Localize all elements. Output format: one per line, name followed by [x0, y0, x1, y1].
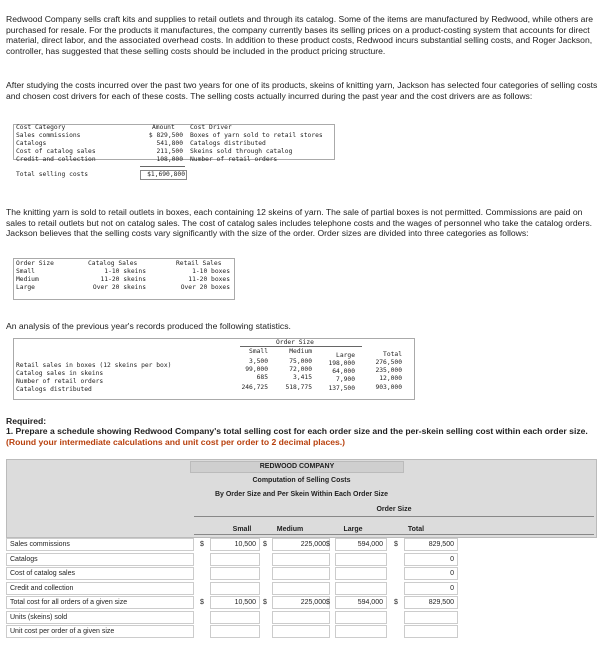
- order-size-header: Order Size: [16, 260, 54, 267]
- dollar-sign: $: [394, 541, 398, 548]
- rounding-note: (Round your intermediate calculations and unit cost per order to 2 decimal places.): [6, 436, 346, 447]
- schedule-row-label: Unit cost per order of a given size: [6, 625, 194, 638]
- size-name: Small: [16, 268, 35, 275]
- schedule-cell-input[interactable]: 0: [404, 582, 458, 595]
- col-medium: Medium: [289, 348, 312, 355]
- stat-value: 903,000: [375, 384, 402, 391]
- schedule-cell-input[interactable]: [335, 553, 387, 566]
- catalog-sales-header: Catalog Sales: [88, 260, 138, 267]
- schedule-title-computation: Computation of Selling Costs: [252, 477, 351, 484]
- catalog-range: Over 20 skeins: [92, 284, 146, 291]
- schedule-cell-input[interactable]: 225,000: [272, 538, 330, 551]
- required-heading: Required:: [6, 416, 47, 426]
- amount: 108,000: [156, 156, 183, 163]
- size-name: Medium: [16, 276, 39, 283]
- dollar-sign: $: [200, 599, 204, 606]
- schedule-cell-input[interactable]: 225,000: [272, 596, 330, 609]
- dollar-sign: $: [326, 599, 330, 606]
- schedule-cell-input[interactable]: [210, 611, 260, 624]
- retail-sales-header: Retail Sales: [176, 260, 222, 267]
- stat-label: Catalog sales in skeins: [16, 370, 104, 377]
- stat-value: 235,000: [375, 367, 402, 374]
- stat-value: 518,775: [285, 384, 312, 391]
- amount: 211,500: [156, 148, 183, 155]
- schedule-cell-input[interactable]: [210, 567, 260, 580]
- schedule-cell-input[interactable]: [335, 611, 387, 624]
- schedule-title-subtitle: By Order Size and Per Skein Within Each Order Size: [214, 491, 389, 498]
- col-small: Small: [249, 348, 268, 355]
- stat-label: Number of retail orders: [16, 378, 104, 385]
- stat-value: 276,500: [375, 359, 402, 366]
- schedule-row-label: Units (skeins) sold: [6, 611, 194, 624]
- schedule-cell-input[interactable]: [335, 625, 387, 638]
- schedule-cell-input[interactable]: 0: [404, 553, 458, 566]
- schedule-cell-input[interactable]: [404, 625, 458, 638]
- col-total: Total: [383, 351, 402, 358]
- schedule-col-total: Total: [407, 526, 425, 533]
- stat-value: 3,415: [293, 374, 312, 381]
- retail-range: 1-10 boxes: [192, 268, 230, 275]
- schedule-cell-input[interactable]: [335, 582, 387, 595]
- schedule-row-label: Cost of catalog sales: [6, 567, 194, 580]
- schedule-cell-input[interactable]: [272, 625, 330, 638]
- cost-category-header: Cost Category: [16, 124, 66, 131]
- cost-drivers-paragraph: After studying the costs incurred over the past two years for one of its products, skeins of knitting yarn, Jackson has selected four categories of selling costs and chosen cost drivers for each of these costs. The selling costs actually incurred during the past year and the cost drivers are as follows:: [6, 80, 598, 101]
- cost-category: Catalogs: [16, 140, 47, 147]
- size-name: Large: [16, 284, 35, 291]
- cost-category: Credit and collection: [16, 156, 96, 163]
- schedule-cell-input[interactable]: [272, 553, 330, 566]
- schedule-cell-input[interactable]: [272, 611, 330, 624]
- intro-paragraph: Redwood Company sells craft kits and supplies to retail outlets and through its catalog. Some of the items are manufactured by Redwood, while others are purchased for resale. For the products it manufactures, the company currently bases its selling prices on a product-costing system that accounts for direct material, direct labor, and the associated overhead costs. In addition to these product costs, Redwood incurs substantial selling costs, and Roger Jackson, controller, has suggested that these selling costs should be included in the product pricing structure.: [6, 14, 594, 56]
- amount-header: Amount: [152, 124, 175, 131]
- schedule-col-small: Small: [232, 526, 252, 533]
- stat-value: 64,000: [332, 368, 355, 375]
- dollar-sign: $: [263, 541, 267, 548]
- schedule-col-large: Large: [343, 526, 363, 533]
- stat-label: Retail sales in boxes (12 skeins per box): [16, 362, 172, 369]
- required-text: [6, 426, 600, 447]
- stat-value: 137,500: [328, 385, 355, 392]
- schedule-cell-input[interactable]: [272, 582, 330, 595]
- cost-driver: Boxes of yarn sold to retail stores: [190, 132, 323, 139]
- schedule-order-size-group: Order Size: [376, 506, 412, 513]
- total-label: Total selling costs: [16, 171, 89, 178]
- stat-value: 72,000: [289, 366, 312, 373]
- total-amount: $1,690,800: [140, 170, 187, 180]
- stat-value: 7,900: [336, 376, 355, 383]
- dollar-sign: $: [326, 541, 330, 548]
- schedule-cell-input[interactable]: 10,500: [210, 538, 260, 551]
- schedule-row-label: Sales commissions: [6, 538, 194, 551]
- stat-value: 685: [256, 374, 268, 381]
- retail-range: 11-20 boxes: [188, 276, 230, 283]
- schedule-row-label: Credit and collection: [6, 582, 194, 595]
- catalog-range: 1-10 skeins: [104, 268, 146, 275]
- schedule-cell-input[interactable]: 10,500: [210, 596, 260, 609]
- col-large: Large: [336, 352, 355, 359]
- cost-driver: Number of retail orders: [190, 156, 278, 163]
- schedule-cell-input[interactable]: [210, 625, 260, 638]
- stat-label: Catalogs distributed: [16, 386, 92, 393]
- schedule-row-label: Total cost for all orders of a given size: [6, 596, 194, 609]
- stat-value: 246,725: [241, 384, 268, 391]
- schedule-row-label: Catalogs: [6, 553, 194, 566]
- stat-value: 12,000: [379, 375, 402, 382]
- retail-range: Over 20 boxes: [180, 284, 230, 291]
- stat-value: 99,000: [245, 366, 268, 373]
- schedule-cell-input[interactable]: 829,500: [404, 596, 458, 609]
- schedule-cell-input[interactable]: [404, 611, 458, 624]
- order-size-group-header: Order Size: [276, 339, 314, 346]
- cost-driver-header: Cost Driver: [190, 124, 232, 131]
- required-instruction: 1. Prepare a schedule showing Redwood Company's total selling cost for each order size and the per-skein selling cost within each order size.: [6, 426, 588, 436]
- schedule-cell-input[interactable]: [210, 553, 260, 566]
- schedule-cell-input[interactable]: 594,000: [335, 596, 387, 609]
- schedule-col-medium: Medium: [276, 526, 304, 533]
- schedule-cell-input[interactable]: 0: [404, 567, 458, 580]
- schedule-title-company: REDWOOD COMPANY: [259, 463, 335, 470]
- schedule-cell-input[interactable]: [210, 582, 260, 595]
- dollar-sign: $: [200, 541, 204, 548]
- amount: $ 829,500: [148, 132, 183, 139]
- cost-category: Cost of catalog sales: [16, 148, 96, 155]
- schedule-cell-input[interactable]: 594,000: [335, 538, 387, 551]
- schedule-cell-input[interactable]: [335, 567, 387, 580]
- schedule-cell-input[interactable]: 829,500: [404, 538, 458, 551]
- schedule-cell-input[interactable]: [272, 567, 330, 580]
- stat-value: 198,000: [328, 360, 355, 367]
- order-size-paragraph: The knitting yarn is sold to retail outlets in boxes, each containing 12 skeins of yarn. The sale of partial boxes is not permitted. Commissions are paid on sales to retail outlets but not on catalog sales. The cost of catalog sales includes telephone costs and the wages of personnel who take the catalog orders. Jackson believes that the selling costs vary significantly with the size of the order. Order sizes are divided into three categories as follows:: [6, 207, 593, 239]
- stat-value: 75,000: [289, 358, 312, 365]
- amount: 541,800: [156, 140, 183, 147]
- dollar-sign: $: [263, 599, 267, 606]
- cost-driver: Skeins sold through catalog: [190, 148, 293, 155]
- dollar-sign: $: [394, 599, 398, 606]
- stat-value: 3,500: [249, 358, 268, 365]
- cost-driver: Catalogs distributed: [190, 140, 266, 147]
- cost-category: Sales commissions: [16, 132, 81, 139]
- analysis-paragraph: An analysis of the previous year's records produced the following statistics.: [6, 321, 291, 331]
- catalog-range: 11-20 skeins: [100, 276, 146, 283]
